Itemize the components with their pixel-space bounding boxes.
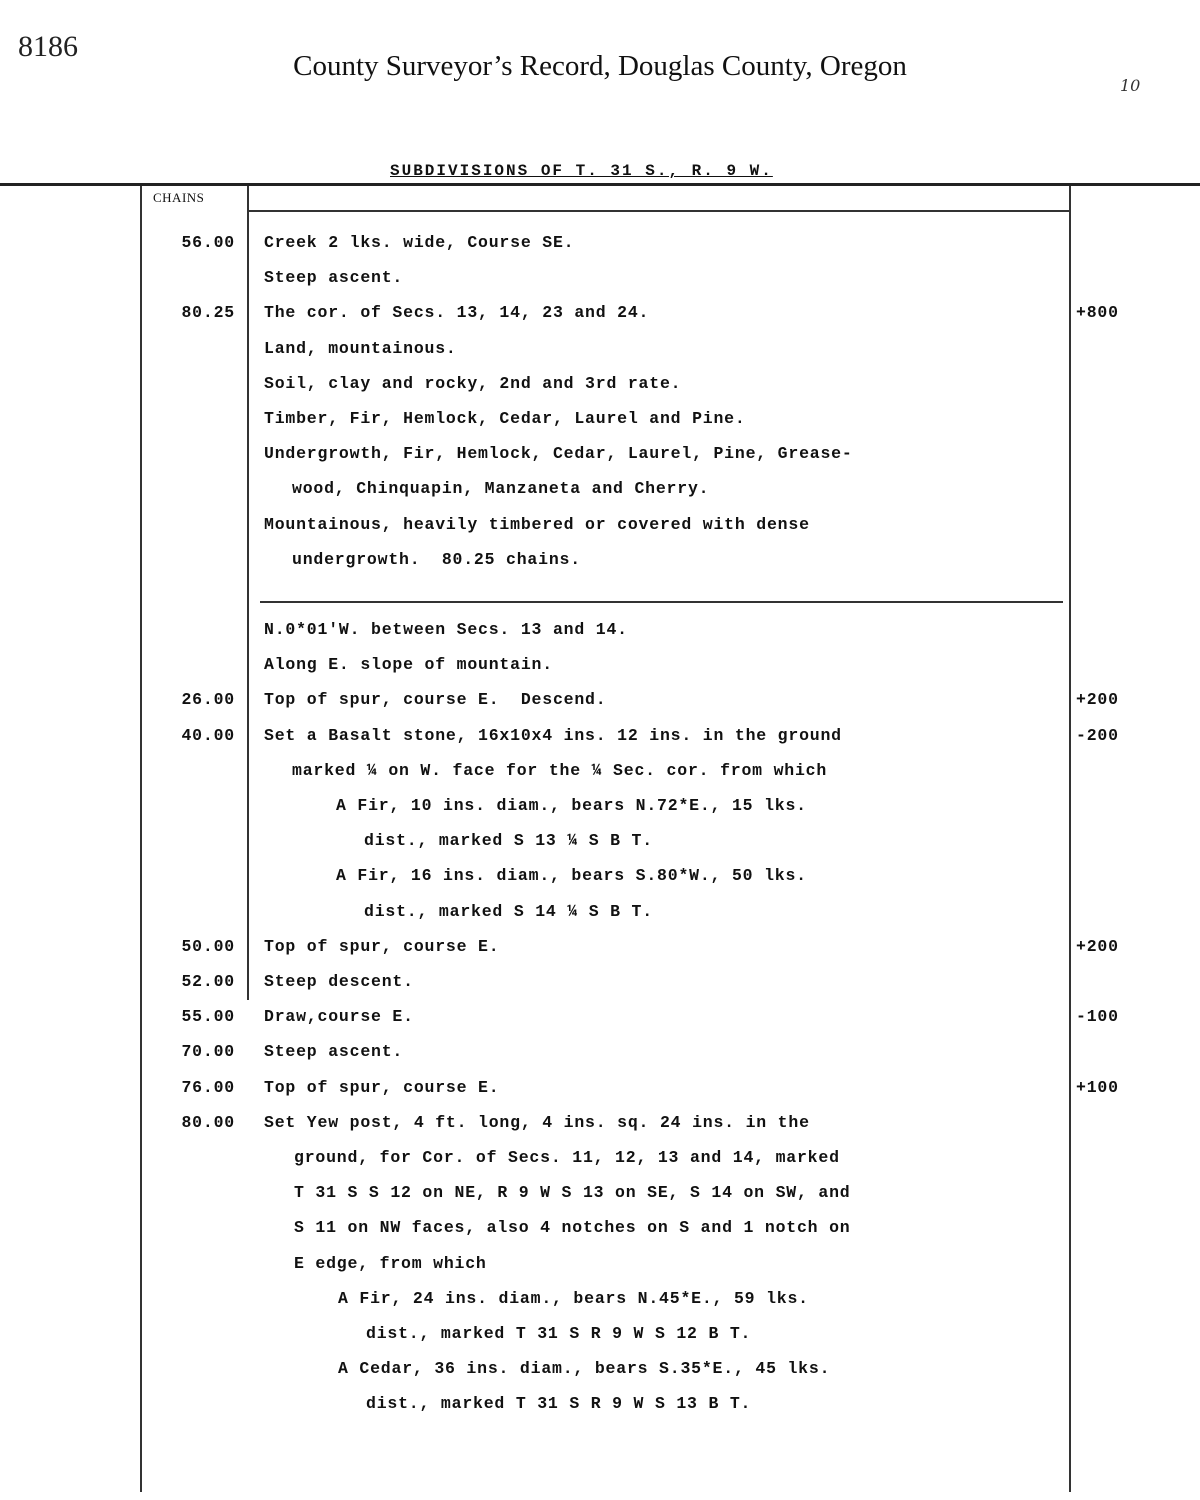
note-text: Top of spur, course E.: [264, 936, 500, 956]
note-text: Mountainous, heavily timbered or covered with dense: [264, 514, 810, 534]
elevation-value: +200: [1076, 690, 1119, 710]
note-text: Top of spur, course E. Descend.: [264, 690, 607, 710]
chain-value: 52.00: [181, 972, 235, 991]
note-text: A Fir, 16 ins. diam., bears S.80*W., 50 lks.: [336, 866, 807, 886]
chain-value: 80.00: [181, 1112, 235, 1132]
chains-column-header: CHAINS: [153, 190, 205, 205]
note-text: wood, Chinquapin, Manzaneta and Cherry.: [292, 479, 710, 499]
note-text: Land, mountainous.: [264, 338, 457, 358]
chain-value: 55.00: [181, 1007, 235, 1027]
chain-value: 50.00: [181, 936, 235, 956]
note-text: N.0*01'W. between Secs. 13 and 14.: [264, 620, 628, 639]
record-title: County Surveyor’s Record, Douglas County, Oregon: [293, 50, 907, 82]
chain-value: 26.00: [181, 690, 235, 710]
note-text: Set a Basalt stone, 16x10x4 ins. 12 ins. in the ground: [264, 725, 842, 745]
top-rule: [0, 183, 1200, 186]
note-text: Steep ascent.: [264, 1042, 404, 1062]
note-text: Along E. slope of mountain.: [264, 655, 553, 675]
note-text: dist., marked T 31 S R 9 W S 13 B T.: [366, 1394, 752, 1414]
note-text: The cor. of Secs. 13, 14, 23 and 24.: [264, 303, 650, 323]
left-column-border: [140, 186, 142, 1492]
note-text: Steep ascent.: [264, 268, 404, 288]
note-text: dist., marked S 14 ¼ S B T.: [364, 901, 653, 921]
note-text: undergrowth. 80.25 chains.: [292, 549, 581, 569]
elevation-value: -200: [1076, 725, 1119, 745]
elevation-value: +800: [1076, 303, 1119, 323]
note-text: E edge, from which: [294, 1253, 487, 1273]
note-text: Set Yew post, 4 ft. long, 4 ins. sq. 24 ins. in the: [264, 1112, 810, 1132]
page-number: 8186: [18, 30, 78, 63]
note-text: dist., marked T 31 S R 9 W S 12 B T.: [366, 1324, 752, 1343]
section-divider: [260, 601, 1063, 603]
handwritten-page-number: 10: [1120, 76, 1141, 95]
chain-value: 70.00: [181, 1042, 235, 1062]
note-text: marked ¼ on W. face for the ¼ Sec. cor. from which: [292, 760, 828, 780]
elevation-value: +100: [1076, 1077, 1119, 1097]
note-text: Top of spur, course E.: [264, 1077, 500, 1097]
chain-value: 56.00: [181, 233, 235, 252]
note-text: Creek 2 lks. wide, Course SE.: [264, 233, 575, 252]
note-text: Soil, clay and rocky, 2nd and 3rd rate.: [264, 373, 682, 393]
chain-value: 40.00: [181, 725, 235, 745]
subdivision-heading: SUBDIVISIONS OF T. 31 S., R. 9 W.: [390, 162, 773, 180]
elevation-value: +200: [1076, 936, 1119, 956]
note-text: S 11 on NW faces, also 4 notches on S and 1 notch on: [294, 1218, 851, 1238]
header-row-rule: [247, 210, 1069, 212]
remarks-column-divider: [1069, 186, 1071, 1492]
note-text: A Fir, 10 ins. diam., bears N.72*E., 15 lks.: [336, 796, 807, 815]
note-text: Steep descent.: [264, 972, 414, 991]
note-text: T 31 S S 12 on NE, R 9 W S 13 on SE, S 14 on SW, and: [294, 1183, 851, 1203]
note-text: A Cedar, 36 ins. diam., bears S.35*E., 45 lks.: [338, 1359, 831, 1379]
chains-column-divider: [247, 186, 249, 1000]
note-text: ground, for Cor. of Secs. 11, 12, 13 and 14, marked: [294, 1148, 840, 1167]
chain-value: 76.00: [181, 1077, 235, 1097]
note-text: dist., marked S 13 ¼ S B T.: [364, 831, 653, 851]
chain-value: 80.25: [181, 303, 235, 323]
note-text: Draw,course E.: [264, 1007, 414, 1027]
note-text: Undergrowth, Fir, Hemlock, Cedar, Laurel, Pine, Grease-: [264, 444, 853, 464]
elevation-value: -100: [1076, 1007, 1119, 1027]
note-text: Timber, Fir, Hemlock, Cedar, Laurel and Pine.: [264, 409, 746, 428]
note-text: A Fir, 24 ins. diam., bears N.45*E., 59 lks.: [338, 1288, 809, 1308]
